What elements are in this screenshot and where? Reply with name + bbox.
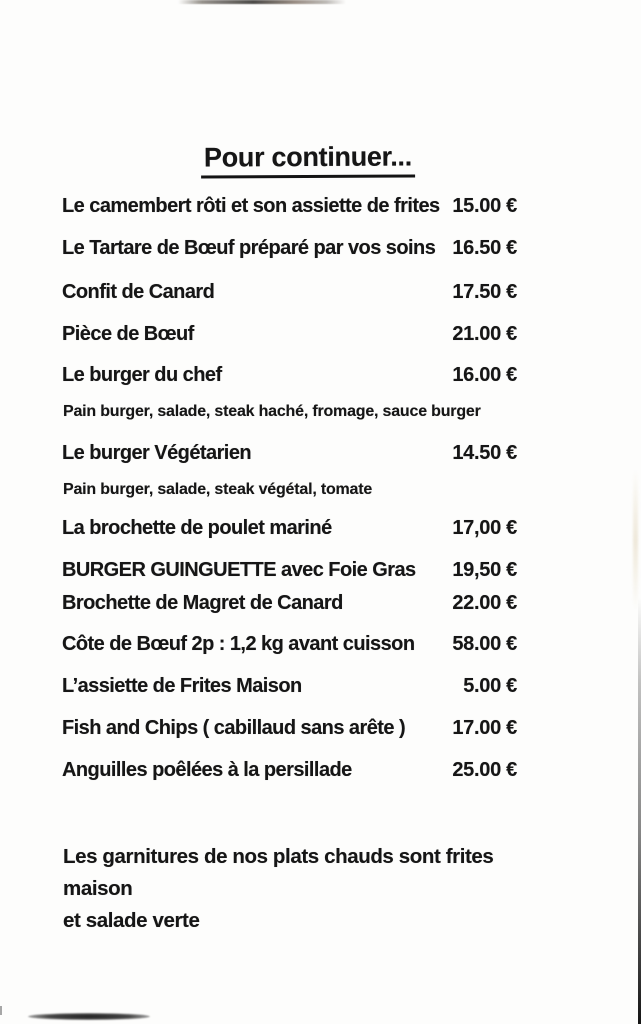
menu-item-price: 17.00 € xyxy=(452,717,517,739)
menu-item-price: 15.00 € xyxy=(452,195,517,217)
menu-item-name: Pièce de Bœuf xyxy=(62,323,194,345)
scan-artifact-top-smudge xyxy=(178,0,346,4)
menu-item-name: La brochette de poulet mariné xyxy=(62,517,332,539)
menu-item-price: 17,00 € xyxy=(452,517,517,539)
menu-item-row xyxy=(62,236,517,260)
menu-item-price: 16.00 € xyxy=(452,364,517,386)
menu-item-name: Le burger du chef xyxy=(62,364,222,386)
menu-item-name: L’assiette de Frites Maison xyxy=(62,675,302,697)
menu-item-row xyxy=(62,716,517,740)
menu-item-name: Fish and Chips ( cabillaud sans arête ) xyxy=(62,717,406,739)
scan-artifact-right-wisp xyxy=(633,470,638,610)
menu-item-name: Brochette de Magret de Canard xyxy=(62,592,343,614)
menu-item-price: 21.00 € xyxy=(452,323,517,345)
scan-artifact-bottom-streak xyxy=(28,1013,150,1020)
menu-item-description: Pain burger, salade, steak haché, fromage, sauce burger xyxy=(63,403,481,420)
footer-note xyxy=(63,841,563,937)
footer-note-line1: Les garnitures de nos plats chauds sont frites maison xyxy=(63,845,494,900)
menu-item-description: Pain burger, salade, steak végétal, tomate xyxy=(63,481,373,498)
menu-item-price: 19,50 € xyxy=(452,559,517,581)
menu-item-row xyxy=(62,558,517,582)
menu-item-price: 25.00 € xyxy=(452,759,517,781)
menu-item-row xyxy=(62,280,517,304)
menu-item-row xyxy=(62,363,517,387)
footer-note-line2: et salade verte xyxy=(63,909,200,932)
menu-item-row xyxy=(62,632,517,656)
menu-item-row xyxy=(62,591,517,615)
menu-title: Pour continuer... xyxy=(200,141,414,178)
menu-item-name: BURGER GUINGUETTE avec Foie Gras xyxy=(62,559,416,581)
menu-item-row xyxy=(62,516,517,540)
menu-item-name: Le burger Végétarien xyxy=(62,442,252,464)
scan-artifact-left-mark xyxy=(0,1006,2,1015)
menu-item-price: 22.00 € xyxy=(452,592,517,614)
menu-title-wrap xyxy=(0,142,615,178)
menu-item-name: Le camembert rôti et son assiette de frites xyxy=(62,195,440,217)
menu-item-row xyxy=(62,194,517,218)
menu-item-name: Le Tartare de Bœuf préparé par vos soins xyxy=(62,237,436,259)
menu-item-price: 14.50 € xyxy=(452,442,517,464)
menu-item-row xyxy=(62,758,517,782)
menu-item-name: Côte de Bœuf 2p : 1,2 kg avant cuisson xyxy=(62,633,415,655)
menu-item-price: 17.50 € xyxy=(452,281,517,303)
menu-item-name: Confit de Canard xyxy=(62,281,215,303)
menu-item-row xyxy=(62,322,517,346)
menu-item-row xyxy=(62,674,517,698)
menu-item-name: Anguilles poêlées à la persillade xyxy=(62,759,352,781)
menu-item-price: 5.00 € xyxy=(463,675,517,697)
menu-item-price: 16.50 € xyxy=(452,237,517,259)
menu-item-row xyxy=(62,441,517,465)
menu-item-price: 58.00 € xyxy=(452,633,517,655)
